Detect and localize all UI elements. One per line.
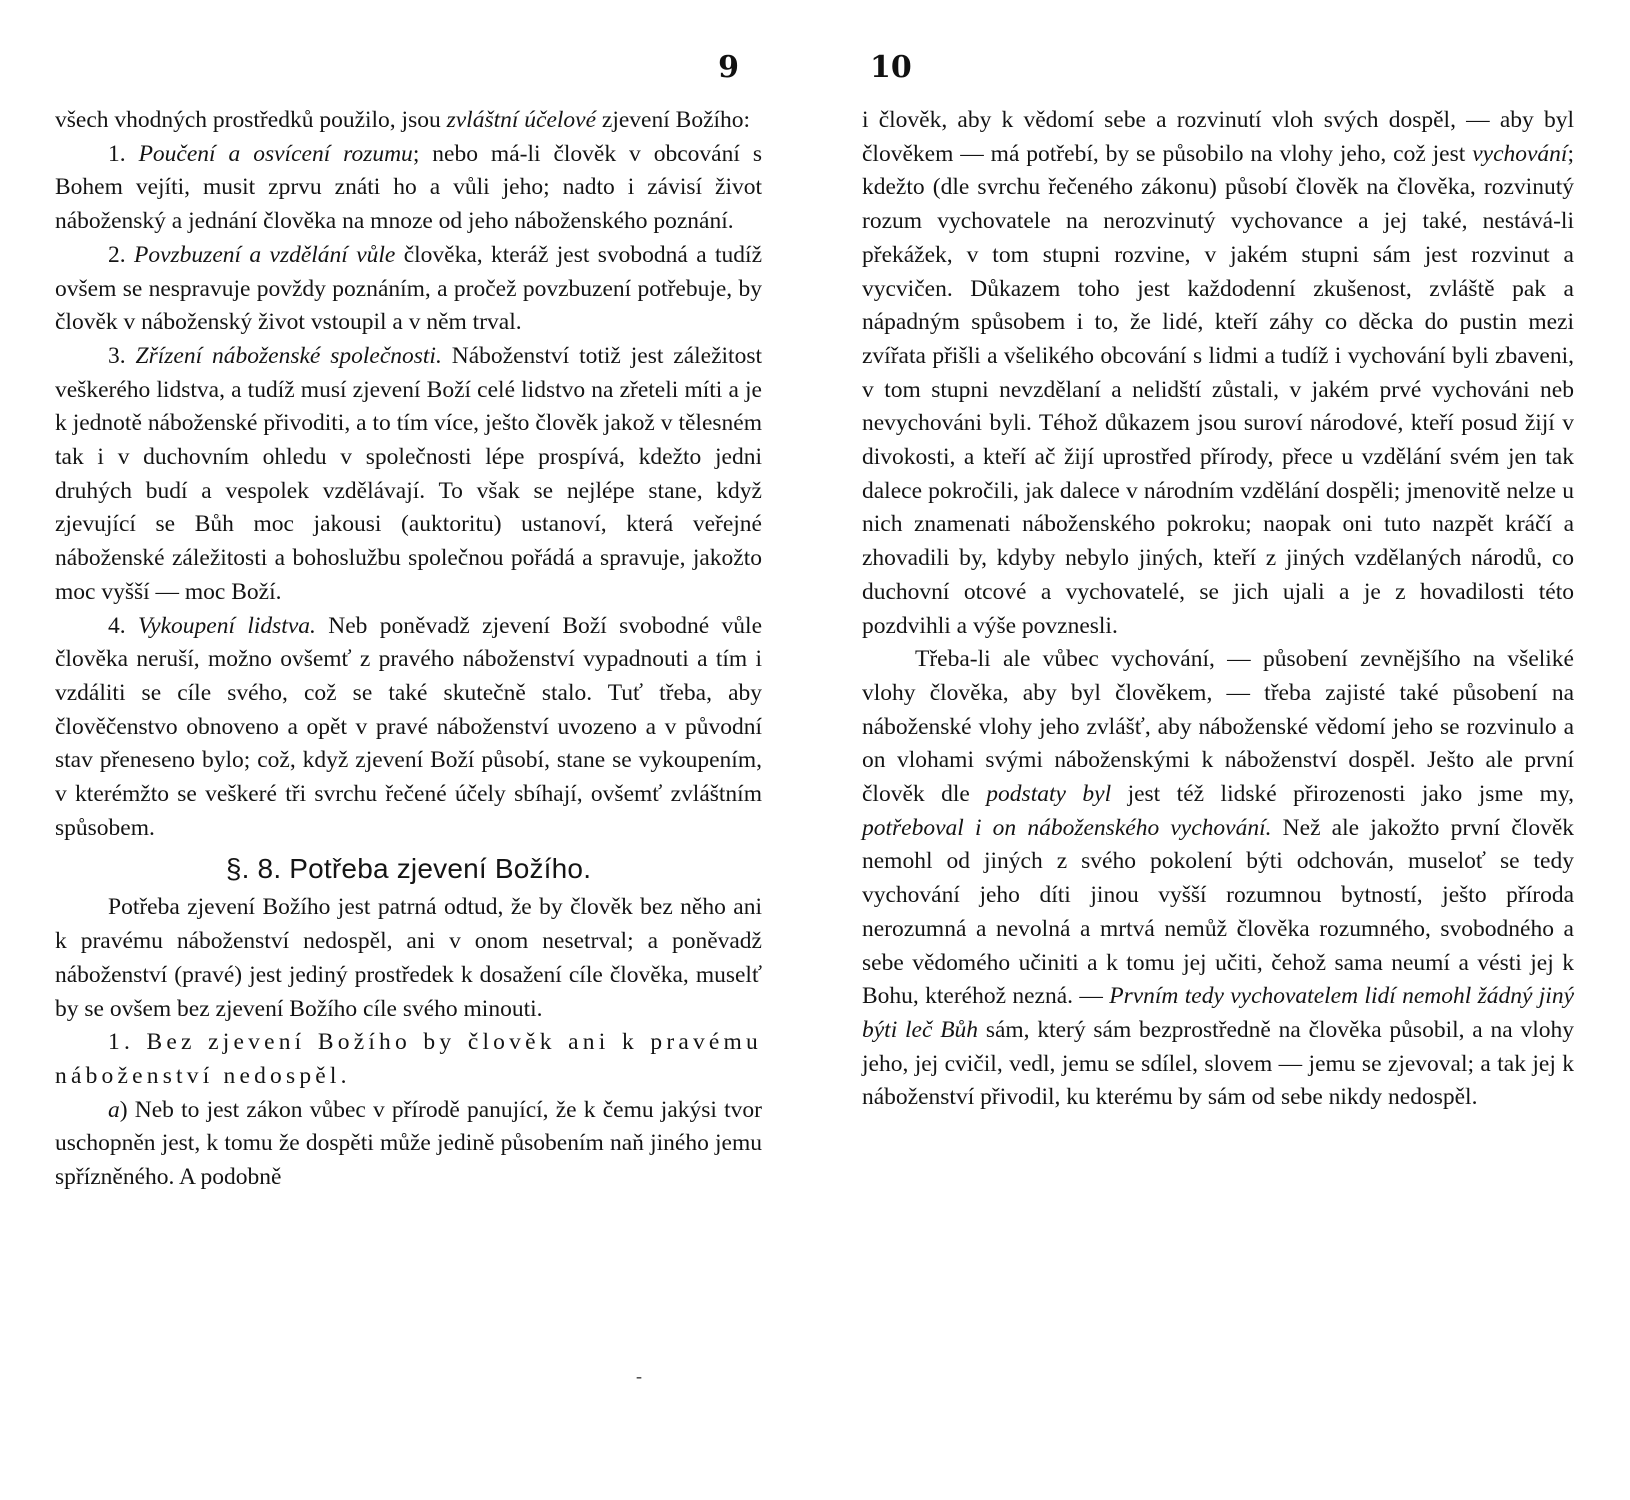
italic-text: Zřízení náboženské společnosti. bbox=[135, 342, 442, 369]
printer-mark: - bbox=[636, 1366, 642, 1386]
text-run: ; nebo má-li člověk v obcování s Bohem vejíti, musit zprvu znáti ho a vůli jeho; nadto i závisí život náboženský a jednání člověka na mnoze od jeho náboženského poznání. bbox=[55, 140, 762, 235]
text-run: §. 8. Potřeba zjevení Božího. bbox=[225, 853, 592, 885]
paragraph bbox=[55, 610, 762, 846]
text-run: i člověk, aby k vědomí sebe a rozvinutí vloh svých dospěl, — aby byl člověkem — má potřebí, by se působilo na vlohy jeho, což jest bbox=[862, 107, 1574, 167]
text-run: ; kdežto (dle svrchu řečeného zákonu) působí člověk na člověka, rozvinutý rozum vychovatele na nerozvinutý vychovance a jej také, nestává-li překážek, v tom stupni rozvine, v jakém stupni sám jest rozvinut a vycvičen. Důkazem toho jest každodenní zkušenost, zvláště pak a nápadným spůsobem i to, že lidé, kteří záhy co děcka do pustin mezi zvířata přišli a všelikého obcování s lidmi a tudíž i vychování byli zbaveni, v tom stupni nevzdělaní a nelidští zůstali, v jakém prvé vychováni neb nevychováni byli. Téhož důkazem jsou suroví národové, kteří posud žijí v divokosti, a kteří ač žijí uprostřed přírody, přece u vzdělání svém jen tak dalece pokročili, jak dalece v národním vzdělání dospěli; jmenovitě nelze u nich znamenati náboženského pokroku; naopak oni tuto nazpět kráčí a zhovadili by, kdyby nebylo jiných, kteří z jiných vzdělaných národů, co duchovní otcové a vychovatelé, se jich ujali a je z hovadilosti této pozdvihli a výše povznesli. bbox=[862, 140, 1574, 639]
paragraph bbox=[55, 340, 762, 610]
paragraph bbox=[55, 891, 762, 1026]
text-run: Než ale jakožto první člověk nemohl od jiných z svého pokolení býti odchován, muselоť se tedy vychování jeho díti jinou vyšší rozumnou bytností, ješto příroda nerozumná a nevolná a mrtvá nemůž člověka rozumného, svobodného a sebe vědomého učiniti a k tomu jej učiti, čehož sama neumí a vésti jej k Bohu, kteréhož nezná. — bbox=[862, 814, 1574, 1010]
text-run: všech vhodných prostředků použilo, jsou bbox=[55, 107, 447, 133]
paragraph bbox=[862, 104, 1574, 643]
paragraph bbox=[55, 138, 762, 239]
italic-text: vychování bbox=[1472, 140, 1568, 167]
text-run: ) Neb to jest zákon vůbec v přírodě panující, že k čemu jakýsi tvor uschopněn jest, k tomu že dospěti může jedině působením naň jiného jemu spřízněného. A podobně bbox=[55, 1096, 762, 1191]
text-run: 2. bbox=[108, 241, 134, 268]
italic-text: Vykoupení lidstva. bbox=[137, 612, 316, 639]
text-run: sám, který sám bezprostředně na člověka působil, a na vlohy jeho, jej cvičil, vedl, jemu se sdílel, slovem — jemu se zjevoval; a tak jej k náboženství přivodil, ku kterému by sám od sebe nikdy nedospěl. bbox=[862, 1016, 1574, 1111]
italic-text: podstaty byl bbox=[986, 781, 1112, 808]
right-page bbox=[862, 0, 1574, 1500]
page-number: 10 bbox=[870, 50, 912, 85]
text-run: člověka, kteráž jest svobodná a tudíž ovšem se nespravuje povždy poznáním, a pročež povzbuzení potřebuje, by člověk v náboženský život vstoupil a v něm trval. bbox=[55, 241, 762, 336]
italic-text: Prvním tedy vychovatelem lidí nemohl žádný jiný býti leč Bůh bbox=[862, 983, 1574, 1043]
text-run: Neb poněvadž zjevení Boží svobodné vůle člověka neruší, možno ovšemť z pravého náboženství vypadnouti a tím i vzdáliti se cíle svého, což se také skutečně stalo. Tuť třeba, aby člověčenstvo obnoveno a opět v pravé náboženství uvozeno a v původní stav přeneseno bylo; což, když zjevení Boží působí, stane se vykoupením, v kterémžto se veškeré tři svrchu řečené účely sbíhají, ovšemť zvláštním spůsobem. bbox=[55, 612, 762, 841]
paragraph bbox=[55, 104, 762, 138]
text-run: 4. bbox=[108, 612, 138, 639]
paragraph bbox=[55, 1094, 762, 1195]
page-body bbox=[862, 104, 1574, 1115]
left-page bbox=[55, 0, 767, 1500]
italic-text: Poučení a osvícení rozumu bbox=[138, 140, 413, 167]
text-run: 1. bbox=[108, 140, 139, 167]
paragraph bbox=[862, 643, 1574, 1115]
text-run: jest též lidské přirozenosti jako jsme my, bbox=[1111, 781, 1575, 808]
italic-text: Povzbuzení a vzdělání vůle bbox=[134, 241, 396, 268]
paragraph bbox=[55, 239, 762, 340]
italic-text: a bbox=[108, 1096, 120, 1123]
text-run: 1. Bez zjevení Božího by člověk ani k pravému náboženství nedospěl. bbox=[55, 1029, 762, 1089]
text-run: zjevení Božího: bbox=[596, 107, 751, 133]
text-run: Potřeba zjevení Božího jest patrná odtud, že by člověk bez něho ani k pravému náboženství nedospěl, ani v onom nesetrval; a poněvadž náboženství (pravé) jest jediný prostředek k dosažení cíle člověka, muselť by se ovšem bez zjevení Božího cíle svého minouti. bbox=[55, 894, 762, 1022]
italic-text: potřeboval i on náboženského vychování. bbox=[862, 814, 1272, 841]
section-heading bbox=[55, 851, 762, 887]
page-body bbox=[55, 104, 762, 1195]
page-number: 9 bbox=[718, 50, 739, 85]
paragraph bbox=[55, 1026, 762, 1093]
text-run: Třeba-li ale vůbec vychování, — působení zevnějšího na všeliké vlohy člověka, aby byl člověkem, — třeba zajisté také působení na náboženské vlohy jeho zvlášť, aby náboženské vědomí jeho se rozvinulo a on vlohami svými náboženskými k náboženství dospěl. Ješto ale první člověk dle bbox=[862, 646, 1574, 808]
text-run: Náboženství totiž jest záležitost veškerého lidstva, a tudíž musí zjevení Boží celé lidstvo na zřeteli míti a je k jednotě náboženské přivoditi, a to tím více, ješto člověk jakož v tělesném tak i v duchovním ohledu v společnosti lépe prospívá, kdežto jedni druhých budí a vespolek vzdělávají. To však se nejlépe stane, když zjevující se Bůh moc jakousi (auktoritu) ustanoví, která veřejné náboženské záležitosti a bohoslužbu společnou pořádá a spravuje, jakožto moc vyšší — moc Boží. bbox=[55, 342, 762, 605]
italic-text: zvláštní účelové bbox=[446, 107, 597, 133]
text-run: 3. bbox=[108, 342, 136, 369]
